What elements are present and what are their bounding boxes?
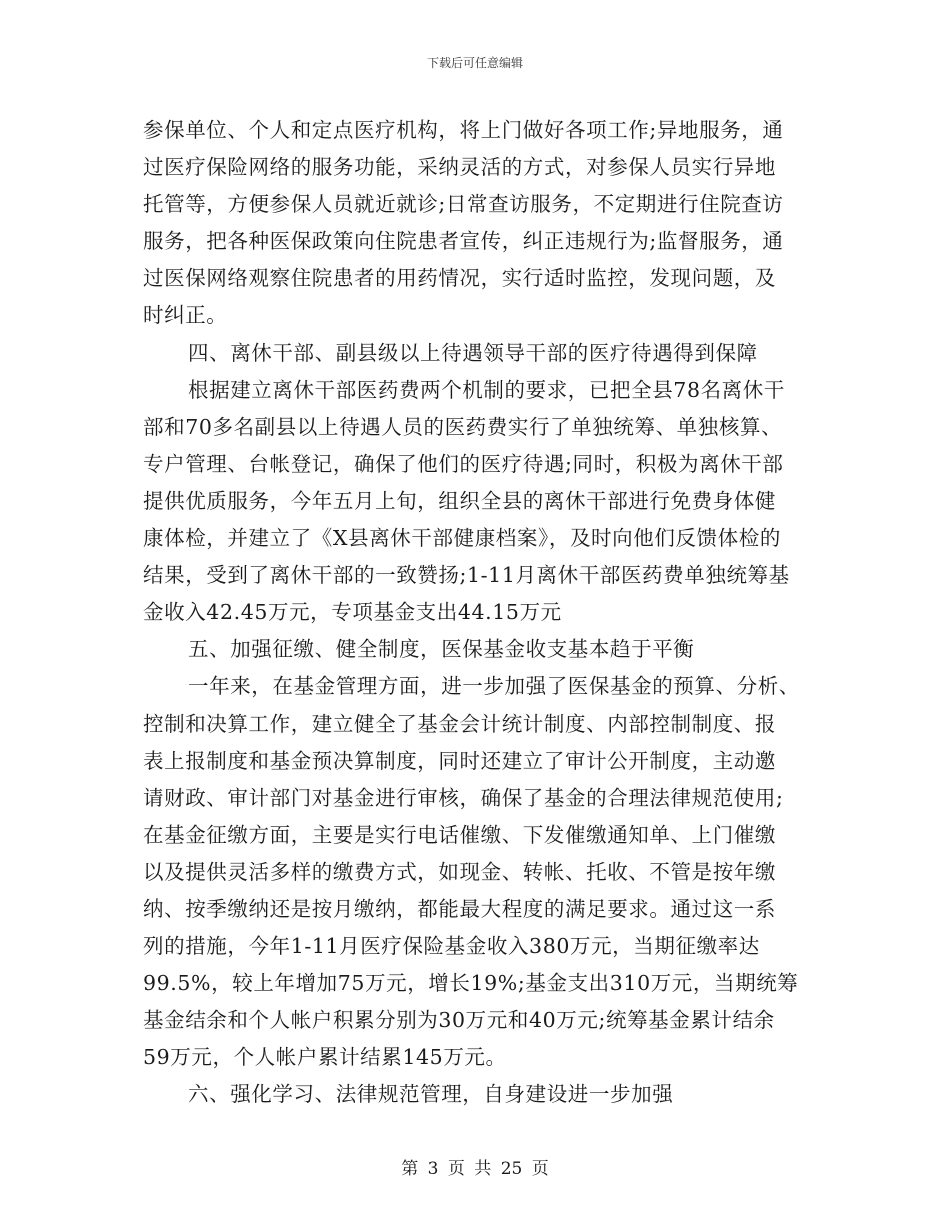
- text-line: 托管等，方便参保人员就近就诊;日常查访服务，不定期进行住院查访: [143, 192, 784, 217]
- document-body: [143, 112, 810, 1114]
- text-line: 请财政、审计部门对基金进行审核，确保了基金的合理法律规范使用;: [143, 785, 784, 810]
- text-line: 在基金征缴方面，主要是实行电话催缴、下发催缴通知单、上门催缴: [143, 822, 776, 847]
- text-line: 六、强化学习、法律规范管理，自身建设进一步加强: [188, 1082, 674, 1107]
- text-line: 纳、按季缴纳还是按月缴纳，都能最大程度的满足要求。通过这一系: [143, 896, 776, 921]
- text-line: 一年来，在基金管理方面，进一步加强了医保基金的预算、分析、: [188, 674, 800, 699]
- text-line: 59万元，个人帐户累计结累145万元。: [143, 1045, 507, 1070]
- text-line: 列的措施，今年1-11月医疗保险基金收入380万元，当期征缴率达: [143, 934, 760, 959]
- text-line: 部和70多名副县以上待遇人员的医药费实行了单独统筹、单独核算、: [143, 414, 783, 439]
- text-line: 时纠正。: [143, 303, 228, 328]
- text-line: 基金结余和个人帐户积累分别为30万元和40万元;统筹基金累计结余: [143, 1008, 775, 1033]
- text-line: 五、加强征缴、健全制度，医保基金收支基本趋于平衡: [188, 637, 695, 662]
- page-header: 下载后可任意编辑: [426, 56, 523, 70]
- text-line: 99.5%，较上年增加75万元，增长19%;基金支出310万元，当期统筹: [143, 971, 799, 996]
- text-line: 控制和决算工作，建立健全了基金会计统计制度、内部控制制度、报: [143, 711, 776, 736]
- text-line: 服务，把各种医保政策向住院患者宣传，纠正违规行为;监督服务，通: [143, 229, 784, 254]
- text-line: 过医保网络观察住院患者的用药情况，实行适时监控，发现问题，及: [143, 266, 776, 291]
- text-line: 过医疗保险网络的服务功能，采纳灵活的方式，对参保人员实行异地: [143, 155, 776, 180]
- text-line: 金收入42.45万元，专项基金支出44.15万元: [143, 600, 562, 625]
- text-line: 结果，受到了离休干部的一致赞扬;1-11月离休干部医药费单独统筹基: [143, 563, 790, 588]
- text-line: 表上报制度和基金预决算制度，同时还建立了审计公开制度，主动邀: [143, 748, 776, 773]
- page-footer: 第 3 页 共 25 页: [401, 1159, 549, 1179]
- text-line: 根据建立离休干部医药费两个机制的要求，已把全县78名离休干: [188, 377, 785, 402]
- text-line: 以及提供灵活多样的缴费方式，如现金、转帐、托收、不管是按年缴: [143, 859, 776, 884]
- text-line: 参保单位、个人和定点医疗机构，将上门做好各项工作;异地服务，通: [143, 118, 784, 142]
- text-line: 提供优质服务，今年五月上旬，组织全县的离休干部进行免费身体健: [143, 488, 776, 513]
- text-line: 专户管理、台帐登记，确保了他们的医疗待遇;同时，积极为离休干部: [143, 451, 784, 476]
- text-line: 康体检，并建立了《X县离休干部健康档案》，及时向他们反馈体检的: [143, 526, 781, 551]
- text-line: 四、离休干部、副县级以上待遇领导干部的医疗待遇得到保障: [188, 340, 758, 365]
